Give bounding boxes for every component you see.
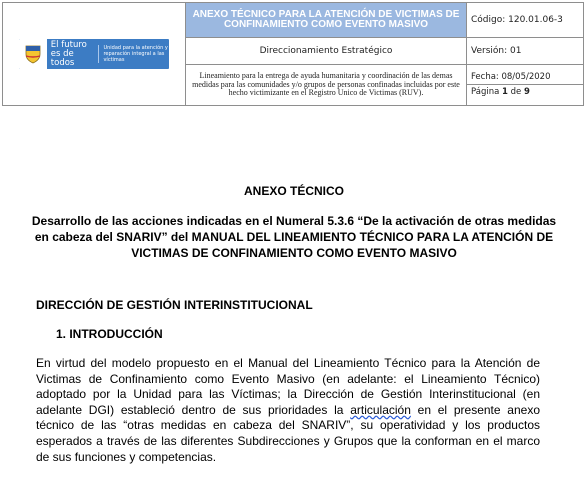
document-header (2, 2, 584, 106)
header-date-page (467, 65, 584, 106)
paragraph-text-end: en el presente anexo técnico de las “otras medidas en cabeza del SNARIV”, su operatividad y los productos esperados a través de las diferentes Subdirecciones y Grupos que la conforman en el marco de sus funciones y competencias. (36, 402, 541, 464)
page-current: 1 (502, 86, 508, 97)
coat-of-arms-icon (19, 39, 47, 69)
section-heading: DIRECCIÓN DE GESTIÓN INTERINSTITUCIONAL (36, 298, 313, 312)
header-date: Fecha: 08/05/2020 (467, 71, 583, 85)
introduction-paragraph (36, 356, 540, 465)
header-code: Código: 120.01.06-3 (467, 3, 584, 38)
header-office: Direccionamiento Estratégico (186, 38, 467, 65)
page-mid: de (510, 86, 522, 97)
unidad-victimas-logo (19, 39, 169, 69)
header-description: Lineamiento para la entrega de ayuda humanitaria y coordinación de las demas medidas para las comunidades y/o grupos de personas confinadas incluidas por este hecho victimizante en el Registro Unico de Victimas (RUV). (186, 65, 467, 106)
spellcheck-word[interactable]: articulación (350, 402, 411, 417)
paragraph-text-start: En virtud del modelo propuesto en el Manual del Lineamiento Técnico para la Atención de Victimas de Confinamiento como Evento Masivo (en adelante: el Lineamiento Técnico) adoptado por la Unidad para las Víctimas; la Dirección de Gestión Interinstitucional (en adelante DGI) estableció dentro de sus prioridades la (36, 356, 540, 417)
logo-agency-name: Unidad para la atención y reparación integral a las víctimas (98, 45, 169, 63)
header-version: Versión: 01 (467, 38, 584, 65)
document-title: ANEXO TÉCNICO (243, 184, 344, 198)
logo-slogan: El futuro es de todos (50, 39, 87, 68)
page-total: 9 (523, 86, 530, 97)
header-title: ANEXO TÉCNICO PARA LA ATENCIÓN DE VICTIMAS DE CONFINAMIENTO COMO EVENTO MASIVO (186, 3, 467, 38)
page-prefix: Página (471, 86, 500, 97)
logo-cell (3, 3, 186, 106)
document-subtitle: Desarrollo de las acciones indicadas en el Numeral 5.3.6 “De la activación de otras medidas en cabeza del SNARIV” del MANUAL DEL LINEAMIENTO TÉCNICO PARA LA ATENCIÓN DE VICTIMAS DE CONFINAMIENTO COMO EVENTO MASIVO (31, 214, 557, 260)
header-page-number (467, 85, 583, 100)
introduction-heading: 1. INTRODUCCIÓN (56, 327, 163, 341)
